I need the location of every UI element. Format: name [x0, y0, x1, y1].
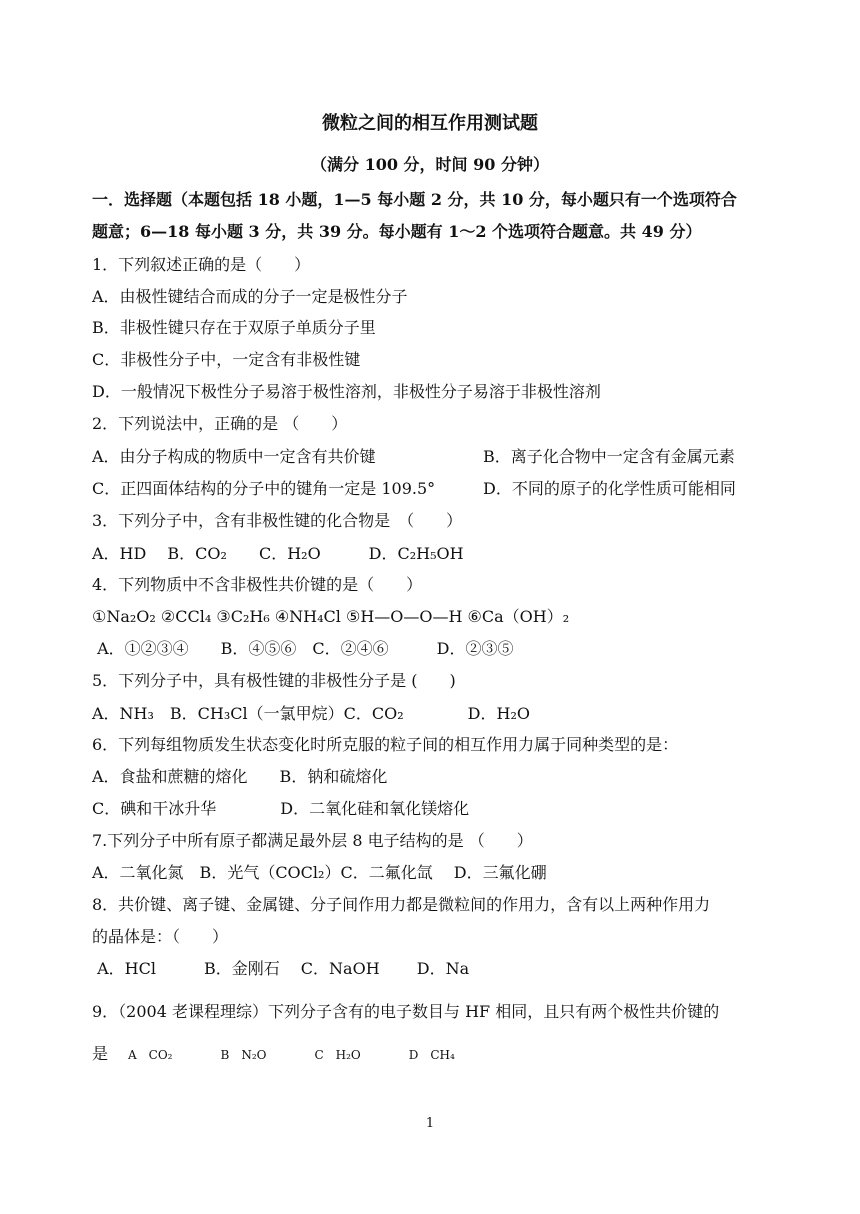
q3-options: A．HD B．CO₂ C．H₂O D．C₂H₅OH	[92, 544, 464, 563]
q1-stem: 1．下列叙述正确的是（ ）	[92, 255, 311, 274]
q2-stem: 2．下列说法中，正确的是 （ ）	[92, 414, 348, 433]
q7-options: A．二氧化氮 B．光气（COCl₂）C．二氟化氙 D．三氟化硼	[92, 863, 547, 882]
q2-option-c: C．正四面体结构的分子中的键角一定是 109.5°	[92, 479, 436, 498]
q8-stem-line2: 的晶体是：（ ）	[92, 927, 229, 946]
q1-option-a: A．由极性键结合而成的分子一定是极性分子	[92, 287, 408, 306]
q9-stem-line1: 9．（2004 老课程理综）下列分子含有的电子数目与 HF 相同，且只有两个极性共价键的	[92, 1002, 720, 1021]
page-subtitle: （满分 100 分，时间 90 分钟）	[311, 155, 549, 174]
q6-options-ab: A．食盐和蔗糖的熔化 B．钠和硫熔化	[92, 767, 388, 786]
q1-option-b: B．非极性键只存在于双原子单质分子里	[92, 318, 376, 337]
q2-option-b: B．离子化合物中一定含有金属元素	[483, 447, 735, 466]
q6-options-cd: C．碘和干冰升华 D．二氧化硅和氧化镁熔化	[92, 799, 470, 818]
q8-options: A．HCl B．金刚石 C．NaOH D．Na	[92, 959, 470, 978]
q2-option-d: D．不同的原子的化学性质可能相同	[483, 479, 736, 498]
q3-stem: 3．下列分子中，含有非极性键的化合物是 （ ）	[92, 511, 463, 530]
q7-stem: 7.下列分子中所有原子都满足最外层 8 电子结构的是 （ ）	[92, 831, 533, 850]
q6-stem: 6．下列每组物质发生状态变化时所克服的粒子间的相互作用力属于同种类型的是：	[92, 735, 679, 754]
section-heading-line1: 一．选择题（本题包括 18 小题，1—5 每小题 2 分，共 10 分，每小题只有一个选项符合	[92, 190, 737, 209]
q5-stem: 5．下列分子中，具有极性键的非极性分子是 ( )	[92, 671, 456, 690]
q9-stem-line2: 是	[92, 1044, 109, 1063]
section-heading-line2: 题意；6—18 每小题 3 分，共 39 分。每小题有 1～2 个选项符合题意。共 49 分）	[92, 222, 702, 241]
q9-options: A CO₂ B N₂O C H₂O D CH₄	[128, 1048, 455, 1062]
page-number: 1	[425, 1116, 435, 1131]
q2-option-a: A．由分子构成的物质中一定含有共价键	[92, 447, 376, 466]
page-title: 微粒之间的相互作用测试题	[322, 113, 538, 134]
q1-option-d: D．一般情况下极性分子易溶于极性溶剂，非极性分子易溶于非极性溶剂	[92, 382, 601, 401]
q4-items: ①Na₂O₂ ②CCl₄ ③C₂H₆ ④NH₄Cl ⑤H—O—O—H ⑥Ca（OH）₂	[92, 607, 570, 626]
q4-stem: 4．下列物质中不含非极性共价键的是（ ）	[92, 575, 423, 594]
q8-stem-line1: 8．共价键、离子键、金属键、分子间作用力都是微粒间的作用力，含有以上两种作用力	[92, 895, 711, 914]
q1-option-c: C．非极性分子中，一定含有非极性键	[92, 350, 361, 369]
q5-options: A．NH₃ B．CH₃Cl（一氯甲烷）C．CO₂ D．H₂O	[92, 704, 530, 723]
q4-options: A．①②③④ B．④⑤⑥ C．②④⑥ D．②③⑤	[92, 639, 514, 658]
